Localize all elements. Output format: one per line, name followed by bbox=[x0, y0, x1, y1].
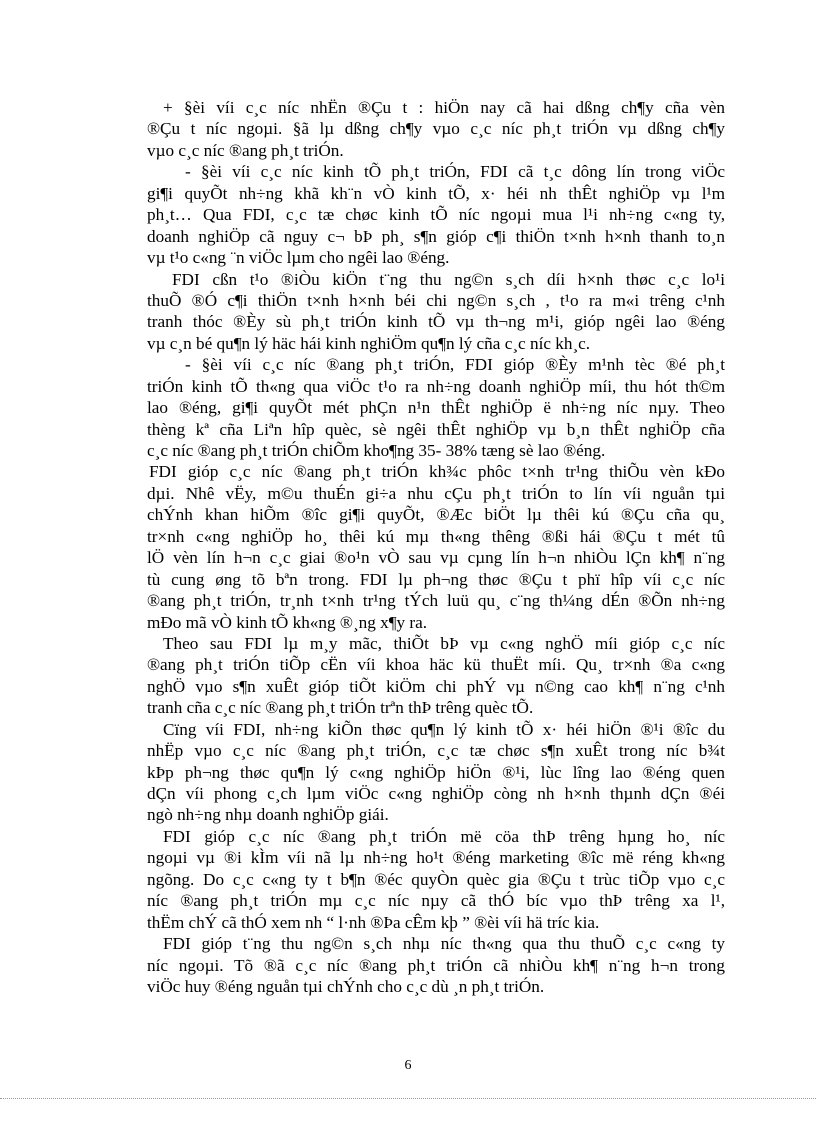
paragraph bbox=[147, 97, 725, 161]
text-line: lÖ vèn lín h¬n c¸c giai ®o¹n vÒ sau vµ cµng lín h¬n nhiÒu lÇn kh¶ n¨ng bbox=[147, 548, 725, 568]
paragraph bbox=[147, 269, 725, 355]
text-line: FDI gióp c¸c níc ®ang ph¸t triÓn kh¾c phôc t×nh tr¹ng thiÕu vèn kÐo bbox=[149, 462, 725, 482]
paragraph bbox=[147, 826, 725, 933]
text-line: kÞp ph¬ng thøc qu¶n lý c«ng nghiÖp hiÖn ®¹i, lùc lîng lao ®éng quen bbox=[147, 762, 725, 782]
text-line: ph¸t… Qua FDI, c¸c tæ chøc kinh tÕ níc ngoµi mua l¹i nh÷ng c«ng ty, bbox=[147, 205, 725, 225]
document-body bbox=[147, 97, 725, 997]
text-line: ngõng. Do c¸c c«ng ty t b¶n ®éc quyÒn quèc gia ®Çu t trùc tiÕp vµo c¸c bbox=[147, 869, 725, 889]
text-line: FDI cßn t¹o ®iÒu kiÖn t¨ng thu ng©n s¸ch díi h×nh thøc c¸c lo¹i bbox=[172, 269, 725, 289]
paragraph bbox=[147, 933, 725, 997]
text-line: - §èi víi c¸c níc kinh tÕ ph¸t triÓn, FDI cã t¸c dông lín trong viÖc bbox=[185, 162, 725, 182]
paragraph bbox=[147, 633, 725, 719]
text-line: níc ®ang ph¸t triÓn mµ c¸c níc nµy cã thÓ bíc vµo thÞ trêng xa l¹, bbox=[147, 891, 725, 911]
paragraph bbox=[147, 719, 725, 826]
text-line: ®ang ph¸t triÓn, tr¸nh t×nh tr¹ng tÝch luü qu¸ c¨ng th¼ng dÉn ®Õn nh÷ng bbox=[147, 591, 725, 611]
text-line: mÐo mã vÒ kinh tÕ kh«ng ®¸ng x¶y ra. bbox=[147, 612, 428, 632]
text-line: FDI gióp t¨ng thu ng©n s¸ch nhµ níc th«ng qua thu thuÕ c¸c c«ng ty bbox=[163, 934, 725, 954]
paragraph bbox=[147, 161, 725, 268]
text-line: thèng kª cña Liªn hîp quèc, sè ngêi thÊt nghiÖp vµ b¸n thÊt nghiÖp cña bbox=[147, 419, 725, 439]
text-line: ngoµi vµ ®i kÌm víi nã lµ nh÷ng ho¹t ®éng marketing ®îc më réng kh«ng bbox=[147, 848, 725, 868]
text-line: thuÕ ®Ó c¶i thiÖn t×nh h×nh béi chi ng©n s¸ch , t¹o ra m«i trêng c¹nh bbox=[147, 290, 725, 310]
text-line: thËm chÝ cã thÓ xem nh “ l·nh ®Þa cÊm kþ ” ®èi víi hä tríc kia. bbox=[147, 912, 600, 932]
text-line: ®Çu t níc ngoµi. §ã lµ dßng ch¶y vµo c¸c níc ph¸t triÓn vµ dßng ch¶y bbox=[147, 119, 725, 139]
text-line: dµi. Nhê vËy, m©u thuÉn gi÷a nhu cÇu ph¸t triÓn to lín víi nguån tµi bbox=[147, 483, 725, 503]
text-line: níc ngoµi. Tõ ®ã c¸c níc ®ang ph¸t triÓn cã nhiÒu kh¶ n¨ng h¬n trong bbox=[147, 955, 725, 975]
text-line: lao ®éng, gi¶i quyÕt mét phÇn n¹n thÊt nghiÖp ë nh÷ng níc nµy. Theo bbox=[147, 398, 725, 418]
text-line: triÓn kinh tÕ th«ng qua viÖc t¹o ra nh÷ng doanh nghiÖp míi, thu hót th©m bbox=[147, 376, 725, 396]
text-line: tr×nh c«ng nghiÖp ho¸ thêi kú mµ th«ng thêng ®ßi hái ®Çu t mét tû bbox=[147, 526, 725, 546]
text-line: doanh nghiÖp cã nguy c¬ bÞ ph¸ s¶n gióp c¶i thiÖn t×nh h×nh thanh to¸n bbox=[147, 226, 725, 246]
text-line: chÝnh khan hiÕm ®îc gi¶i quyÕt, ®Æc biÖt lµ thêi kú ®Çu cña qu¸ bbox=[147, 505, 725, 525]
text-line: + §èi víi c¸c níc nhËn ®Çu t : hiÖn nay cã hai dßng ch¶y cña vèn bbox=[163, 98, 725, 117]
text-line: FDI gióp c¸c níc ®ang ph¸t triÓn më cöa thÞ trêng hµng ho¸ níc bbox=[163, 826, 725, 846]
text-line: nhËp vµo c¸c níc ®ang ph¸t triÓn, c¸c tæ chøc s¶n xuÊt trong níc b¾t bbox=[147, 741, 725, 761]
text-line: Cïng víi FDI, nh÷ng kiÕn thøc qu¶n lý kinh tÕ x· héi hiÖn ®¹i ®îc du bbox=[163, 719, 725, 739]
text-line: nghÖ vµo s¶n xuÊt gióp tiÕt kiÖm chi phÝ vµ n©ng cao kh¶ n¨ng c¹nh bbox=[147, 676, 725, 696]
paragraph bbox=[147, 354, 725, 461]
page-number: 6 bbox=[404, 1058, 412, 1073]
text-line: vµ c¸n bé qu¶n lý häc hái kinh nghiÖm qu¶n lý cña c¸c níc kh¸c. bbox=[147, 333, 591, 353]
text-line: tranh cña c¸c níc ®ang ph¸t triÓn trªn thÞ trêng quèc tÕ. bbox=[147, 698, 534, 718]
text-line: ngò nh÷ng nhµ doanh nghiÖp giái. bbox=[147, 805, 389, 825]
text-line: tranh thóc ®Èy sù ph¸t triÓn kinh tÕ vµ th¬ng m¹i, gióp ngêi lao ®éng bbox=[147, 312, 725, 332]
text-line: vµ t¹o c«ng ¨n viÖc lµm cho ngêi lao ®éng. bbox=[147, 248, 450, 268]
paragraph bbox=[147, 461, 725, 633]
text-line: gi¶i quyÕt nh÷ng khã kh¨n vÒ kinh tÕ, x· héi nh thÊt nghiÖp vµ l¹m bbox=[147, 183, 725, 203]
text-line: dÇn víi phong c¸ch lµm viÖc c«ng nghiÖp còng nh h×nh thµnh dÇn ®éi bbox=[147, 784, 725, 803]
text-line: viÖc huy ®éng nguån tµi chÝnh cho c¸c dù ¸n ph¸t triÓn. bbox=[147, 976, 545, 996]
text-line: Theo sau FDI lµ m¸y mãc, thiÕt bÞ vµ c«ng nghÖ míi gióp c¸c níc bbox=[163, 633, 725, 653]
text-line: tù cung øng tõ bªn trong. FDI lµ ph¬ng thøc ®Çu t phï hîp víi c¸c níc bbox=[147, 569, 725, 589]
page-bottom-divider bbox=[0, 1098, 816, 1099]
text-line: c¸c níc ®ang ph¸t triÓn chiÕm kho¶ng 35- 38% tæng sè lao ®éng. bbox=[147, 441, 606, 460]
text-line: - §èi víi c¸c níc ®ang ph¸t triÓn, FDI gióp ®Èy m¹nh tèc ®é ph¸t bbox=[185, 355, 725, 375]
text-line: ®ang ph¸t triÓn tiÕp cËn víi khoa häc kü thuËt míi. Qu¸ tr×nh ®a c«ng bbox=[147, 655, 725, 675]
text-line: vµo c¸c níc ®ang ph¸t triÓn. bbox=[147, 140, 344, 160]
